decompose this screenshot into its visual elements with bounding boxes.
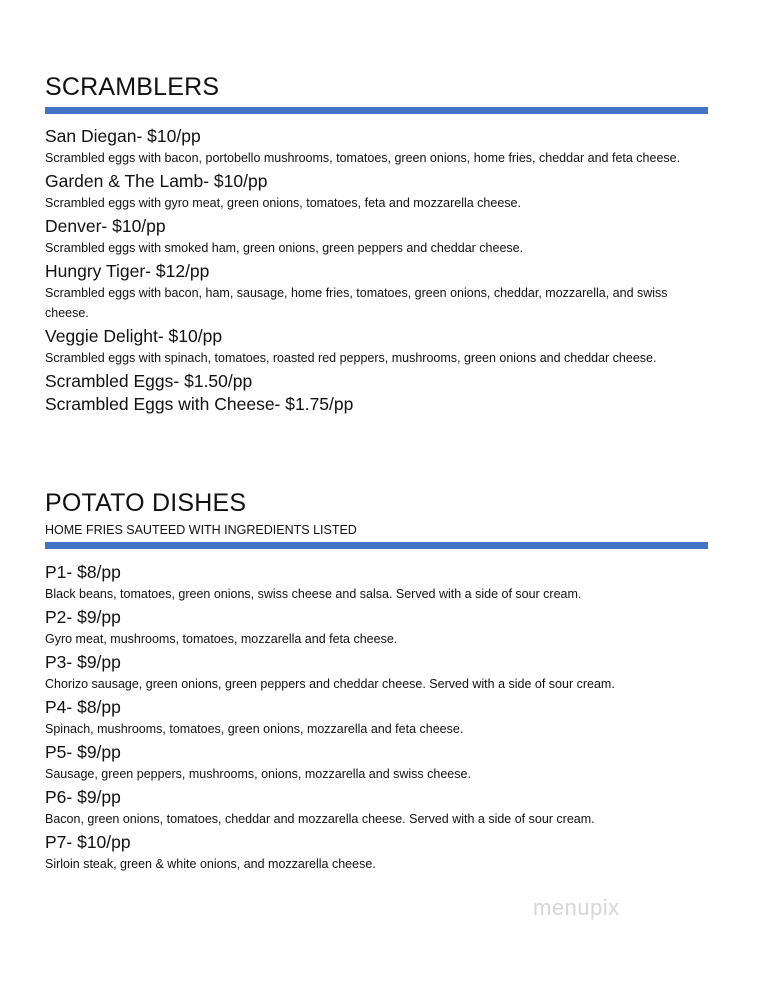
menu-item-description: Gyro meat, mushrooms, tomatoes, mozzarella and feta cheese.	[45, 632, 398, 646]
menu-item-name: P2- $9/pp	[45, 607, 121, 627]
menu-item-name: P1- $8/pp	[45, 562, 121, 582]
menu-item-description: Sausage, green peppers, mushrooms, onions, mozzarella and swiss cheese.	[45, 767, 471, 781]
menu-item-description: Scrambled eggs with gyro meat, green onions, tomatoes, feta and mozzarella cheese.	[45, 196, 521, 210]
menu-item-name: P6- $9/pp	[45, 787, 121, 807]
menu-item-description: Black beans, tomatoes, green onions, swiss cheese and salsa. Served with a side of sour cream.	[45, 587, 582, 601]
menu-item-name: P7- $10/pp	[45, 832, 131, 852]
menu-item-name: Veggie Delight- $10/pp	[45, 326, 223, 346]
menu-item-description: Sirloin steak, green & white onions, and mozzarella cheese.	[45, 857, 376, 871]
section-title-potato-dishes: POTATO DISHES	[45, 489, 247, 517]
potato-dishes-list	[45, 561, 709, 876]
scramblers-list	[45, 125, 709, 416]
menu-item-name: San Diegan- $10/pp	[45, 126, 201, 146]
menu-item-description: Scrambled eggs with smoked ham, green onions, green peppers and cheddar cheese.	[45, 241, 524, 255]
menu-item-name: P5- $9/pp	[45, 742, 121, 762]
menu-item-name: Garden & The Lamb- $10/pp	[45, 171, 268, 191]
watermark-logo: menupix	[533, 895, 620, 920]
menu-item-description: Chorizo sausage, green onions, green peppers and cheddar cheese. Served with a side of sour cream.	[45, 677, 615, 691]
menu-item-description: Scrambled eggs with spinach, tomatoes, roasted red peppers, mushrooms, green onions and cheddar cheese.	[45, 351, 657, 365]
menu-item-description: Scrambled eggs with bacon, ham, sausage, home fries, tomatoes, green onions, cheddar, mozzarella, and swiss cheese.	[45, 286, 668, 320]
menu-item-name: Scrambled Eggs with Cheese- $1.75/pp	[45, 394, 354, 414]
section-subtitle: HOME FRIES SAUTEED WITH INGREDIENTS LISTED	[45, 523, 357, 537]
menu-item-name: Denver- $10/pp	[45, 216, 166, 236]
menu-item-description: Spinach, mushrooms, tomatoes, green onions, mozzarella and feta cheese.	[45, 722, 464, 736]
menu-item-name: Scrambled Eggs- $1.50/pp	[45, 371, 253, 391]
menu-item-description: Scrambled eggs with bacon, portobello mushrooms, tomatoes, green onions, home fries, cheddar and feta cheese.	[45, 151, 681, 165]
menu-item-name: Hungry Tiger- $12/pp	[45, 261, 210, 281]
section-divider	[45, 107, 708, 114]
section-divider	[45, 542, 708, 549]
menu-item-name: P3- $9/pp	[45, 652, 121, 672]
section-title-scramblers: SCRAMBLERS	[45, 73, 220, 101]
menu-item-name: P4- $8/pp	[45, 697, 121, 717]
menu-item-description: Bacon, green onions, tomatoes, cheddar and mozzarella cheese. Served with a side of sour cream.	[45, 812, 595, 826]
